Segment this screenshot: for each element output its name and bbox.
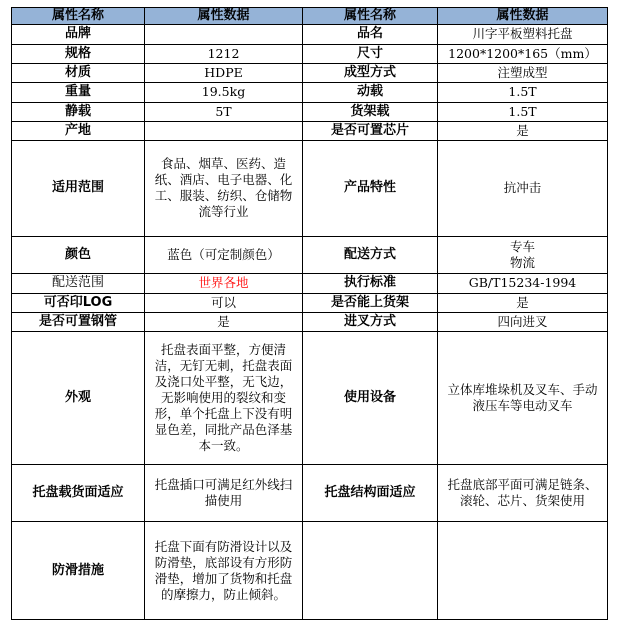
value-cell: 托盘插口可满足红外线扫描使用 — [145, 465, 303, 522]
table-row — [12, 274, 608, 293]
key-cell: 使用设备 — [303, 332, 438, 465]
key-cell: 可否印LOG — [12, 293, 145, 312]
table-row — [12, 332, 608, 465]
value-cell: GB/T15234-1994 — [438, 274, 608, 293]
key-cell: 材质 — [12, 63, 145, 82]
header-attr-data-1: 属性数据 — [145, 8, 303, 25]
table-row — [12, 312, 608, 331]
key-cell: 进叉方式 — [303, 312, 438, 331]
key-cell: 品牌 — [12, 25, 145, 44]
key-cell: 产品特性 — [303, 141, 438, 237]
key-cell: 外观 — [12, 332, 145, 465]
key-cell: 防滑措施 — [12, 522, 145, 620]
value-cell: 1200*1200*165（mm） — [438, 44, 608, 63]
key-cell: 颜色 — [12, 236, 145, 274]
header-attr-name-2: 属性名称 — [303, 8, 438, 25]
key-cell: 静载 — [12, 102, 145, 121]
value-cell: 立体库堆垛机及叉车、手动液压车等电动叉车 — [438, 332, 608, 465]
key-cell: 货架载 — [303, 102, 438, 121]
value-cell — [145, 121, 303, 140]
value-cell: 19.5kg — [145, 83, 303, 102]
key-cell: 托盘载货面适应 — [12, 465, 145, 522]
key-cell: 尺寸 — [303, 44, 438, 63]
value-cell — [438, 522, 608, 620]
table-row — [12, 63, 608, 82]
value-cell: 是 — [438, 293, 608, 312]
header-attr-data-2: 属性数据 — [438, 8, 608, 25]
value-cell: 1.5T — [438, 83, 608, 102]
key-cell: 品名 — [303, 25, 438, 44]
table-row — [12, 102, 608, 121]
key-cell: 动载 — [303, 83, 438, 102]
value-cell: 川字平板塑料托盘 — [438, 25, 608, 44]
value-cell: 抗冲击 — [438, 141, 608, 237]
value-cell — [145, 25, 303, 44]
key-cell: 是否能上货架 — [303, 293, 438, 312]
product-spec-table — [11, 7, 608, 620]
table-row — [12, 236, 608, 274]
key-cell: 重量 — [12, 83, 145, 102]
key-cell: 成型方式 — [303, 63, 438, 82]
value-cell: 5T — [145, 102, 303, 121]
value-cell: 四向进叉 — [438, 312, 608, 331]
table-row — [12, 121, 608, 140]
key-cell: 规格 — [12, 44, 145, 63]
key-cell: 托盘结构面适应 — [303, 465, 438, 522]
key-cell: 执行标准 — [303, 274, 438, 293]
value-cell: 托盘下面有防滑设计以及防滑垫，底部设有方形防滑垫，增加了货物和托盘的摩擦力，防止倾斜。 — [145, 522, 303, 620]
key-cell: 适用范围 — [12, 141, 145, 237]
value-cell: 专车 物流 — [438, 236, 608, 274]
value-cell: 是 — [438, 121, 608, 140]
value-cell: 可以 — [145, 293, 303, 312]
table-row — [12, 522, 608, 620]
table-row — [12, 44, 608, 63]
value-cell: 1.5T — [438, 102, 608, 121]
key-cell: 配送范围 — [12, 274, 145, 293]
header-row — [12, 8, 608, 25]
key-cell: 产地 — [12, 121, 145, 140]
value-cell: 注塑成型 — [438, 63, 608, 82]
table-row — [12, 25, 608, 44]
value-cell: 蓝色（可定制颜色） — [145, 236, 303, 274]
value-cell: 托盘底部平面可满足链条、滚轮、芯片、货架使用 — [438, 465, 608, 522]
table-row — [12, 293, 608, 312]
value-cell: 托盘表面平整，方便清洁，无钉无刺，托盘表面及浇口处平整，无飞边，无影响使用的裂纹和变形，单个托盘上下没有明显色差，同批产品色泽基本一致。 — [145, 332, 303, 465]
value-cell: 是 — [145, 312, 303, 331]
table-row — [12, 465, 608, 522]
key-cell: 配送方式 — [303, 236, 438, 274]
header-attr-name-1: 属性名称 — [12, 8, 145, 25]
key-cell: 是否可置芯片 — [303, 121, 438, 140]
value-cell: 食品、烟草、医药、造纸、酒店、电子电器、化工、服装、纺织、仓储物流等行业 — [145, 141, 303, 237]
table-row — [12, 83, 608, 102]
value-cell: 世界各地 — [145, 274, 303, 293]
value-cell: 1212 — [145, 44, 303, 63]
value-cell: HDPE — [145, 63, 303, 82]
table-row — [12, 141, 608, 237]
key-cell: 是否可置钢管 — [12, 312, 145, 331]
key-cell — [303, 522, 438, 620]
